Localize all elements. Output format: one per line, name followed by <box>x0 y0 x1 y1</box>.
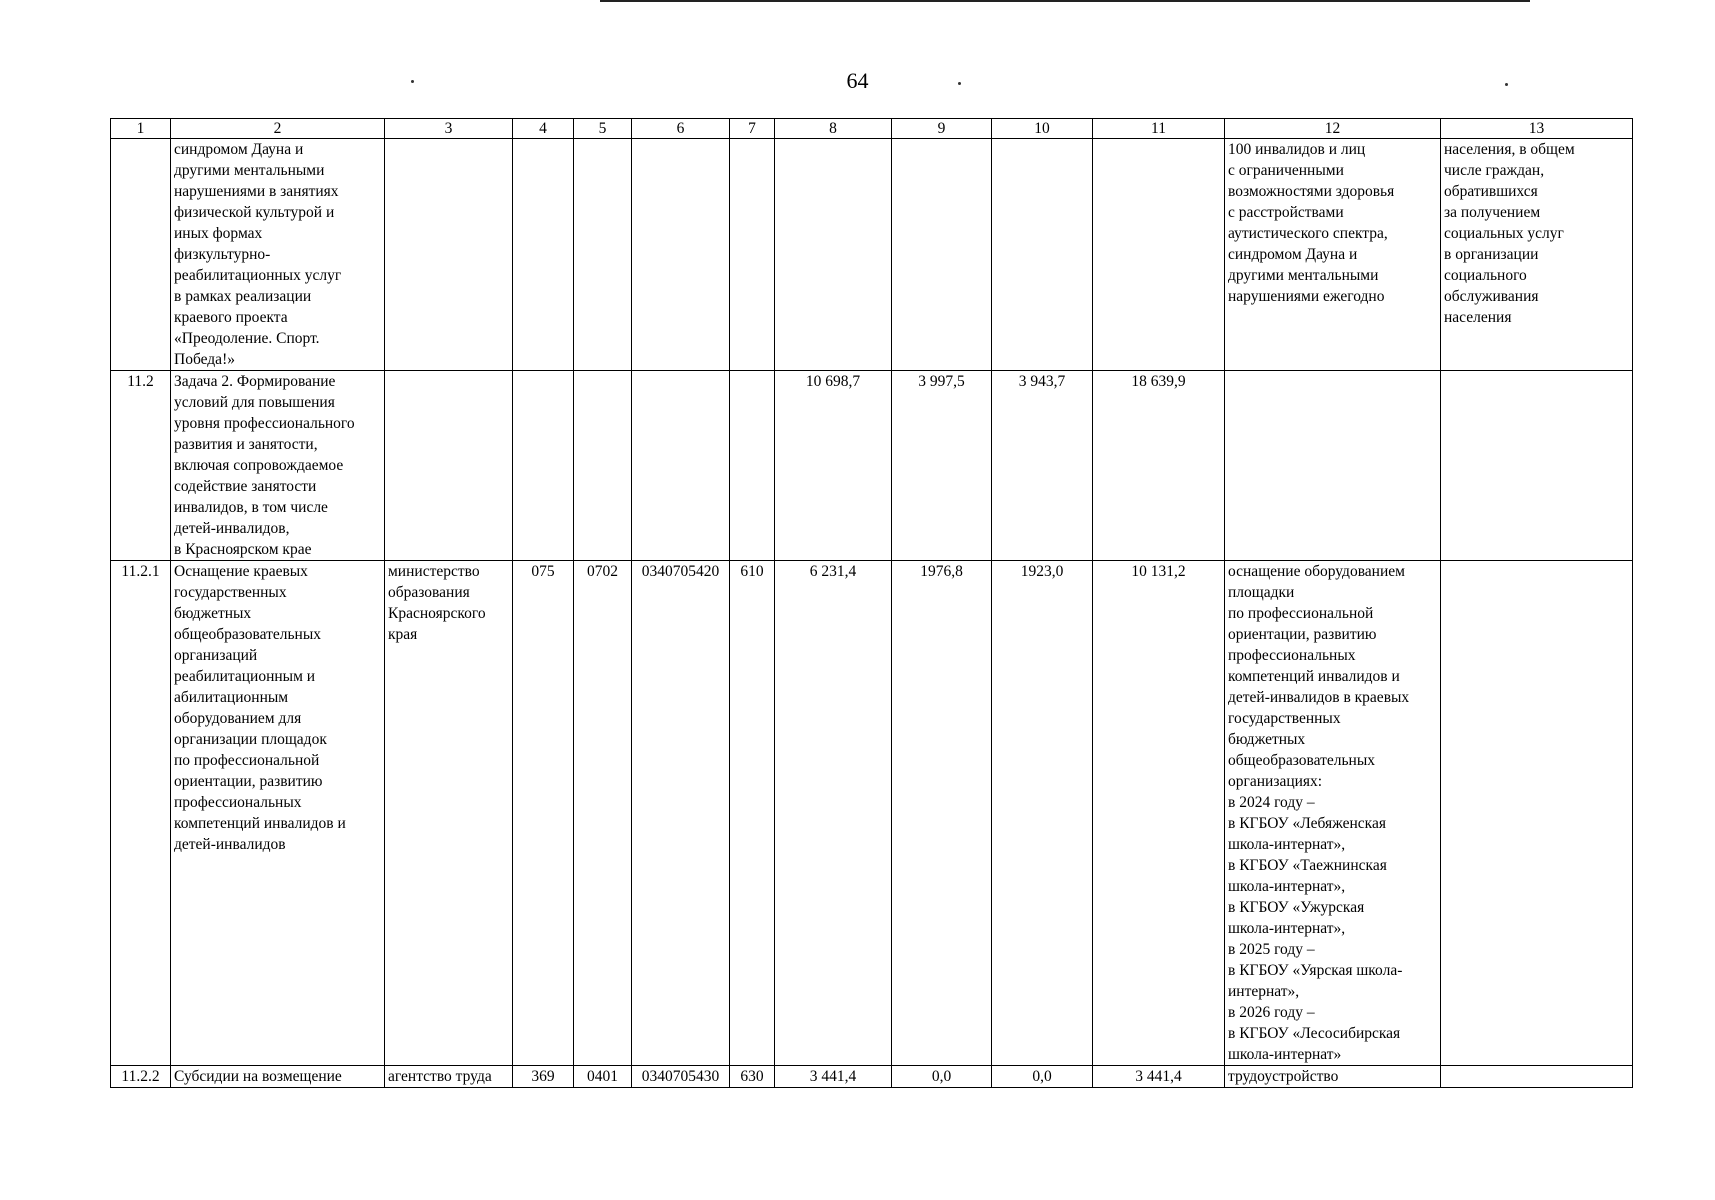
header-cell: 8 <box>775 119 892 139</box>
code-cell: 630 <box>730 1066 775 1088</box>
header-cell: 9 <box>892 119 992 139</box>
amount-cell: 1976,8 <box>892 561 992 1066</box>
code-cell <box>574 371 632 561</box>
amount-cell: 3 943,7 <box>992 371 1093 561</box>
indicator-cell <box>1441 371 1633 561</box>
code-cell <box>574 139 632 371</box>
expected-result: трудоустройство <box>1225 1066 1441 1088</box>
header-cell: 11 <box>1093 119 1225 139</box>
item-number <box>111 139 171 371</box>
header-cell: 1 <box>111 119 171 139</box>
header-cell: 10 <box>992 119 1093 139</box>
code-cell <box>730 371 775 561</box>
budget-table <box>110 118 1633 1088</box>
item-description: Задача 2. Формирование условий для повышения уровня профессионального развития и занятости, включая сопровождаемое содействие занятости инвалидов, в том числе детей-инвалидов, в Красноярском крае <box>171 371 385 561</box>
header-cell: 13 <box>1441 119 1633 139</box>
indicator-cell <box>1441 561 1633 1066</box>
header-cell: 2 <box>171 119 385 139</box>
header-cell: 5 <box>574 119 632 139</box>
column-number-row <box>111 119 1633 139</box>
item-number: 11.2.1 <box>111 561 171 1066</box>
header-cell: 4 <box>513 119 574 139</box>
code-cell: 0340705430 <box>632 1066 730 1088</box>
item-description: Оснащение краевых государственных бюджетных общеобразовательных организаций реабилитационным и абилитационным оборудованием для организации площадок по профессиональной ориентации, развитию профессиональных компетенций инвалидов и детей-инвалидов <box>171 561 385 1066</box>
header-cell: 12 <box>1225 119 1441 139</box>
table-row <box>111 139 1633 371</box>
page-number: 64 <box>846 68 869 93</box>
header-cell: 7 <box>730 119 775 139</box>
amount-cell: 3 441,4 <box>775 1066 892 1088</box>
item-description: Субсидии на возмещение <box>171 1066 385 1088</box>
table-row <box>111 371 1633 561</box>
code-cell: 0340705420 <box>632 561 730 1066</box>
code-cell: 610 <box>730 561 775 1066</box>
responsible-party <box>385 139 513 371</box>
indicator-cell <box>1441 1066 1633 1088</box>
scan-top-line <box>600 0 1530 2</box>
code-cell <box>730 139 775 371</box>
amount-cell <box>1093 139 1225 371</box>
amount-cell: 3 997,5 <box>892 371 992 561</box>
code-cell <box>513 139 574 371</box>
item-number: 11.2 <box>111 371 171 561</box>
amount-cell: 6 231,4 <box>775 561 892 1066</box>
expected-result: 100 инвалидов и лиц с ограниченными возможностями здоровья с расстройствами аутистического спектра, синдромом Дауна и другими ментальными нарушениями ежегодно <box>1225 139 1441 371</box>
amount-cell: 10 131,2 <box>1093 561 1225 1066</box>
amount-cell <box>775 139 892 371</box>
item-number: 11.2.2 <box>111 1066 171 1088</box>
indicator-cell: населения, в общем числе граждан, обратившихся за получением социальных услуг в организации социального обслуживания населения <box>1441 139 1633 371</box>
responsible-party: министерство образования Красноярского края <box>385 561 513 1066</box>
code-cell <box>632 371 730 561</box>
expected-result: оснащение оборудованием площадки по профессиональной ориентации, развитию профессиональных компетенций инвалидов и детей-инвалидов в краевых государственных бюджетных общеобразовательных организациях: в 2024 году – в КГБОУ «Лебяженская школа-интернат», в КГБОУ «Таежнинская школа-интернат», в КГБОУ «Ужурская школа-интернат», в 2025 году – в КГБОУ «Уярская школа- интернат», в 2026 году – в КГБОУ «Лесосибирская школа-интернат» <box>1225 561 1441 1066</box>
amount-cell: 1923,0 <box>992 561 1093 1066</box>
amount-cell <box>992 139 1093 371</box>
amount-cell: 18 639,9 <box>1093 371 1225 561</box>
amount-cell: 0,0 <box>992 1066 1093 1088</box>
expected-result <box>1225 371 1441 561</box>
code-cell: 0702 <box>574 561 632 1066</box>
amount-cell: 10 698,7 <box>775 371 892 561</box>
responsible-party <box>385 371 513 561</box>
code-cell: 0401 <box>574 1066 632 1088</box>
amount-cell: 3 441,4 <box>1093 1066 1225 1088</box>
table-row <box>111 561 1633 1066</box>
code-cell <box>632 139 730 371</box>
table-row <box>111 1066 1633 1088</box>
header-cell: 6 <box>632 119 730 139</box>
header-cell: 3 <box>385 119 513 139</box>
code-cell: 369 <box>513 1066 574 1088</box>
item-description: синдромом Дауна и другими ментальными нарушениями в занятиях физической культурой и иных формах физкультурно- реабилитационных услуг в рамках реализации краевого проекта «Преодоление. Спорт. Победа!» <box>171 139 385 371</box>
amount-cell: 0,0 <box>892 1066 992 1088</box>
amount-cell <box>892 139 992 371</box>
code-cell <box>513 371 574 561</box>
code-cell: 075 <box>513 561 574 1066</box>
responsible-party: агентство труда <box>385 1066 513 1088</box>
